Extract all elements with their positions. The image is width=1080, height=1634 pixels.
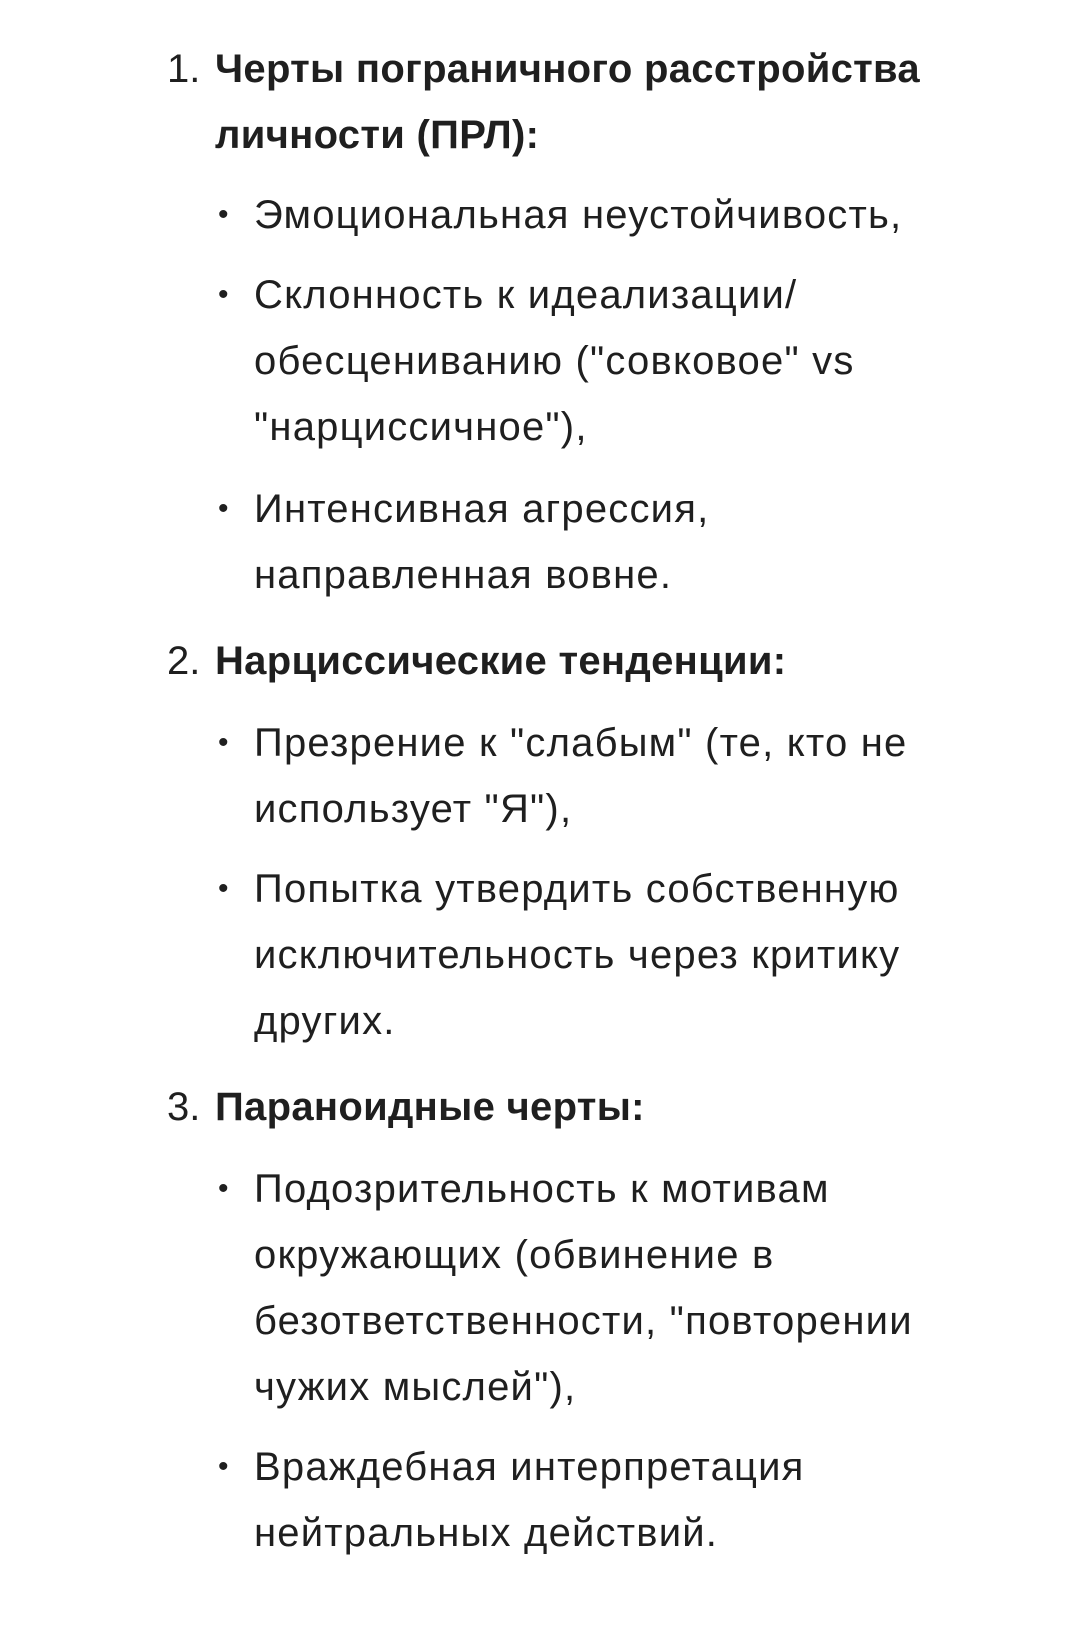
list-section-3 [0,1074,1080,1566]
bullet-marker: • [218,198,230,231]
section-heading [0,36,1080,168]
bullet-text: Презрение к "слабым" (те, кто не использует "Я"), [254,721,908,831]
list-item [0,856,1080,1054]
list-item [0,1434,1080,1566]
list-section-1 [0,36,1080,608]
bullet-list [0,182,1080,608]
section-number: 3. [167,1085,201,1129]
list-item [0,262,1080,460]
list-item [0,1156,1080,1420]
bullet-text: Склонность к идеализации/ обесцениванию ("совковое" vs "нарциссичное"), [254,273,855,449]
bullet-marker: • [218,726,230,759]
section-title: Параноидные черты: [215,1085,645,1129]
bullet-marker: • [218,872,230,905]
list-item [0,182,1080,248]
section-heading [0,628,1080,694]
bullet-text: Подозрительность к мотивам окружающих (обвинение в безответственности, "повторении чужих мыслей"), [254,1167,913,1409]
bullet-list [0,1156,1080,1566]
section-title: Черты пограничного расстройства личности (ПРЛ): [215,47,920,157]
section-heading [0,1074,1080,1140]
bullet-text: Попытка утвердить собственную исключительность через критику других. [254,867,901,1043]
bullet-list [0,710,1080,1054]
document-body [0,36,1080,1566]
bullet-text: Интенсивная агрессия, направленная вовне. [254,487,710,597]
bullet-marker: • [218,492,230,525]
bullet-marker: • [218,278,230,311]
section-number: 1. [167,47,201,91]
section-number: 2. [167,639,201,683]
list-section-2 [0,628,1080,1054]
bullet-text: Враждебная интерпретация нейтральных действий. [254,1445,805,1555]
bullet-marker: • [218,1172,230,1205]
list-item [0,476,1080,608]
bullet-text: Эмоциональная неустойчивость, [254,193,903,237]
bullet-marker: • [218,1450,230,1483]
list-item [0,710,1080,842]
section-title: Нарциссические тенденции: [215,639,787,683]
